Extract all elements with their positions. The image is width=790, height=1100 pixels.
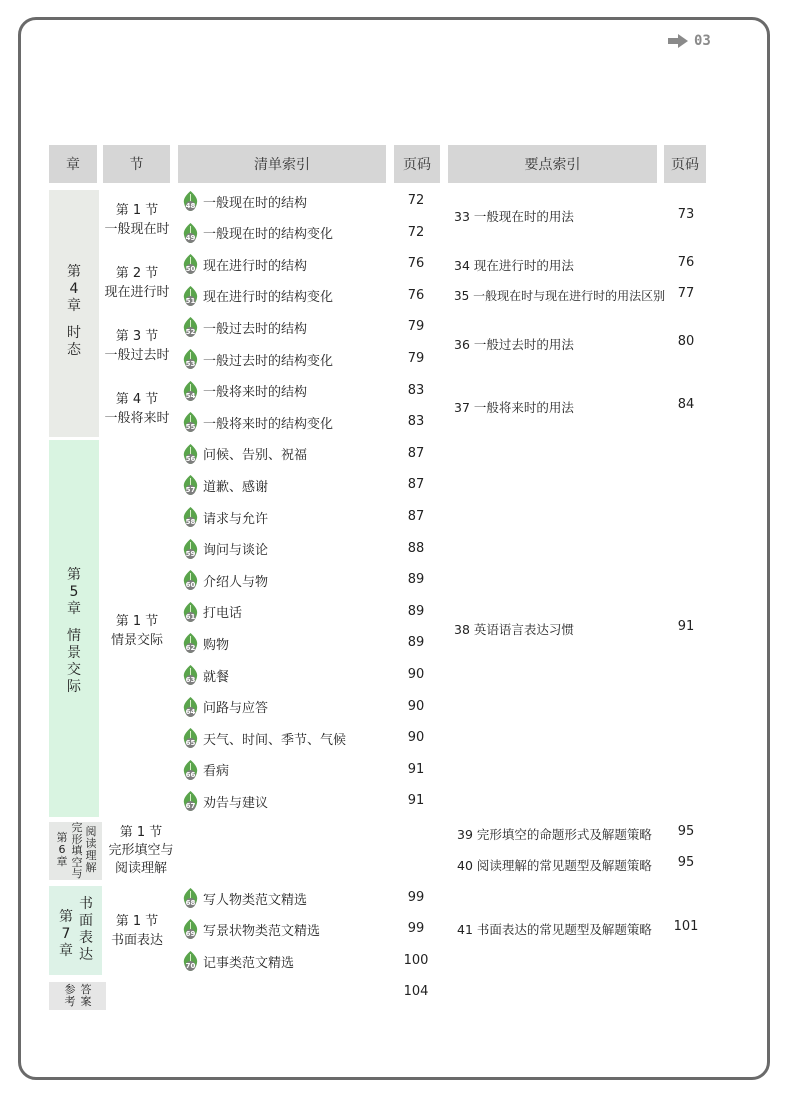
list-item-page: 91 — [407, 793, 425, 809]
key-item: 41 书面表达的常见题型及解题策略 — [457, 922, 652, 937]
key-item: 35 一般现在时与现在进行时的用法区别 — [454, 289, 666, 303]
key-page: 91 — [677, 619, 695, 634]
list-item-text: 写景状物类范文精选 — [203, 923, 321, 939]
key-item: 38 英语语言表达习惯 — [454, 622, 574, 637]
leaf-number-icon: 50 — [182, 254, 199, 274]
answers-page: 104 — [403, 984, 429, 999]
chapter-5-label: 第 5 章 情 景 交 际 — [67, 567, 81, 695]
list-item — [182, 190, 307, 212]
list-item — [182, 601, 242, 623]
list-item-page: 89 — [407, 572, 425, 588]
list-item-page: 100 — [403, 953, 429, 968]
section-label: 第 2 节 现在进行时 — [104, 266, 170, 300]
arrow-right-icon — [668, 34, 688, 48]
leaf-number-icon: 55 — [182, 412, 199, 432]
section-label: 第 3 节 一般过去时 — [104, 329, 170, 363]
list-item-page: 99 — [407, 921, 425, 936]
leaf-number-icon: 63 — [182, 665, 199, 685]
leaf-number-icon: 67 — [182, 791, 199, 811]
list-item-text: 一般过去时的结构变化 — [203, 353, 334, 369]
list-item-page: 90 — [407, 698, 425, 714]
section-label: 第 1 节 情景交际 — [110, 614, 163, 648]
list-item — [182, 569, 268, 591]
header-key-page: 页码 — [664, 145, 706, 183]
list-item — [182, 950, 294, 972]
list-item-text: 现在进行时的结构 — [203, 258, 308, 274]
key-page: 80 — [677, 334, 695, 349]
list-item — [182, 253, 307, 275]
list-item-page: 87 — [407, 477, 425, 493]
leaf-number-icon: 48 — [182, 191, 199, 211]
list-item-text: 劝告与建议 — [203, 795, 269, 811]
leaf-number-icon: 68 — [182, 888, 199, 908]
leaf-number-icon: 60 — [182, 570, 199, 590]
list-item-text: 介绍人与物 — [203, 574, 269, 590]
list-item — [182, 632, 229, 654]
header-key-index: 要点索引 — [448, 145, 657, 183]
key-item: 40 阅读理解的常见题型及解题策略 — [457, 858, 652, 873]
key-page: 95 — [677, 855, 695, 870]
list-item — [182, 506, 268, 528]
key-item: 34 现在进行时的用法 — [454, 258, 574, 273]
list-item-text: 打电话 — [203, 606, 243, 622]
page-number — [668, 31, 711, 51]
leaf-number-icon: 65 — [182, 728, 199, 748]
key-item: 33 一般现在时的用法 — [454, 209, 574, 224]
list-item-text: 天气、时间、季节、气候 — [203, 732, 347, 748]
list-item — [182, 285, 333, 307]
list-item-text: 询问与谈论 — [203, 543, 269, 559]
leaf-number-icon: 57 — [182, 475, 199, 495]
list-item — [182, 380, 307, 402]
key-item: 37 一般将来时的用法 — [454, 400, 574, 415]
leaf-number-icon: 59 — [182, 539, 199, 559]
page-number-text: 03 — [694, 33, 711, 49]
list-item-text: 写人物类范文精选 — [203, 892, 308, 908]
list-item — [182, 696, 268, 718]
list-item — [182, 790, 268, 812]
list-item-text: 一般将来时的结构变化 — [203, 416, 334, 432]
list-item — [182, 918, 320, 940]
header-chapter: 章 — [49, 145, 97, 183]
list-item-page: 89 — [407, 603, 425, 619]
list-item-text: 一般过去时的结构 — [203, 321, 308, 337]
list-item-text: 问候、告别、祝福 — [203, 448, 308, 464]
list-item — [182, 474, 268, 496]
section-label: 第 1 节 一般现在时 — [104, 203, 170, 237]
list-item-page: 91 — [407, 761, 425, 777]
list-item-page: 72 — [407, 224, 425, 240]
key-page: 76 — [677, 255, 695, 270]
list-item — [182, 759, 229, 781]
leaf-number-icon: 61 — [182, 602, 199, 622]
section-label: 第 1 节 书面表达 — [110, 914, 163, 948]
key-page: 73 — [677, 207, 695, 222]
leaf-number-icon: 58 — [182, 507, 199, 527]
list-item-page: 87 — [407, 445, 425, 461]
list-item-text: 记事类范文精选 — [203, 955, 295, 971]
list-item-page: 89 — [407, 635, 425, 651]
list-item-text: 购物 — [203, 637, 230, 653]
list-item — [182, 443, 307, 465]
list-item-text: 一般将来时的结构 — [203, 385, 308, 401]
leaf-number-icon: 51 — [182, 286, 199, 306]
leaf-number-icon: 49 — [182, 223, 199, 243]
list-item-page: 79 — [407, 319, 425, 335]
list-item — [182, 411, 333, 433]
list-item-page: 76 — [407, 287, 425, 303]
list-item-page: 79 — [407, 351, 425, 366]
list-item — [182, 727, 346, 749]
leaf-number-icon: 69 — [182, 919, 199, 939]
list-item — [182, 348, 333, 370]
key-page: 77 — [677, 286, 695, 301]
list-item-page: 90 — [407, 730, 425, 746]
leaf-number-icon: 62 — [182, 633, 199, 653]
header-list-index: 清单索引 — [178, 145, 386, 183]
header-page: 页码 — [394, 145, 440, 183]
leaf-number-icon: 56 — [182, 444, 199, 464]
list-item — [182, 887, 307, 909]
leaf-number-icon: 66 — [182, 760, 199, 780]
list-item-text: 道歉、感谢 — [203, 479, 269, 495]
key-item: 36 一般过去时的用法 — [454, 337, 574, 352]
list-item — [182, 538, 268, 560]
leaf-number-icon: 54 — [182, 381, 199, 401]
list-item-page: 83 — [407, 414, 425, 430]
chapter-4-label: 第 4 章 时 态 — [67, 264, 81, 358]
section-label: 第 1 节 完形填空与 阅读理解 — [108, 825, 174, 876]
list-item-page: 99 — [407, 890, 425, 905]
list-item-text: 请求与允许 — [203, 511, 269, 527]
list-item-text: 一般现在时的结构 — [203, 195, 308, 211]
answers-cell — [49, 982, 106, 1010]
key-item: 39 完形填空的命题形式及解题策略 — [457, 827, 652, 842]
leaf-number-icon: 53 — [182, 349, 199, 369]
key-page: 101 — [673, 919, 699, 934]
list-item — [182, 316, 307, 338]
section-label: 第 4 节 一般将来时 — [104, 392, 170, 426]
list-item-text: 一般现在时的结构变化 — [203, 227, 334, 243]
list-item-text: 现在进行时的结构变化 — [203, 290, 334, 306]
key-page: 84 — [677, 397, 695, 412]
list-item-text: 就餐 — [203, 669, 230, 685]
chapter-7-cell — [49, 886, 102, 975]
list-item-page: 90 — [407, 667, 425, 682]
leaf-number-icon: 64 — [182, 697, 199, 717]
leaf-number-icon: 52 — [182, 317, 199, 337]
list-item-text: 看病 — [203, 764, 230, 780]
list-item-page: 83 — [407, 382, 425, 398]
header-section: 节 — [103, 145, 170, 183]
list-item — [182, 664, 229, 686]
list-item-page: 87 — [407, 509, 425, 524]
list-item — [182, 222, 333, 244]
key-page: 95 — [677, 824, 695, 839]
list-item-page: 76 — [407, 256, 425, 272]
list-item-page: 72 — [407, 193, 425, 208]
leaf-number-icon: 70 — [182, 951, 199, 971]
list-item-text: 问路与应答 — [203, 701, 269, 717]
list-item-page: 88 — [407, 540, 425, 556]
